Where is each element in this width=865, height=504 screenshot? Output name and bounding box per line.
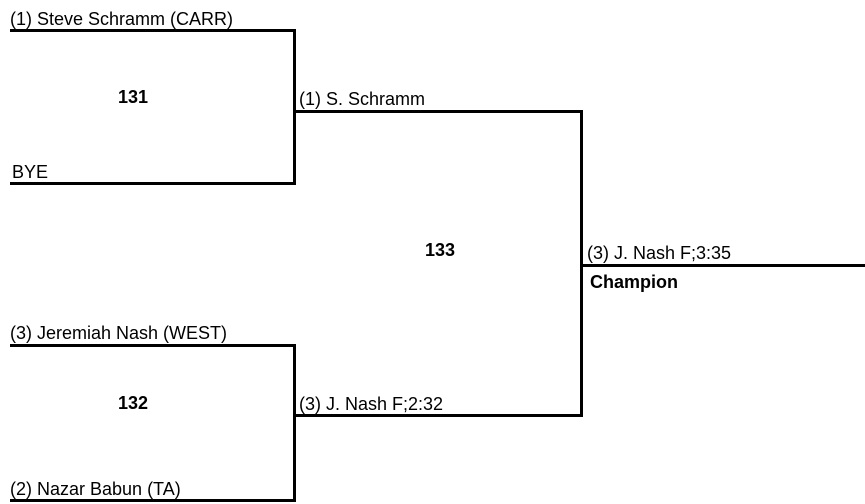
bracket-line — [10, 344, 296, 347]
bracket-connector — [293, 29, 296, 185]
bout-number-132: 132 — [118, 393, 149, 413]
champion-title: Champion — [590, 272, 678, 292]
competitor-steve-schramm: (1) Steve Schramm (CARR) — [10, 9, 234, 29]
bracket-line — [10, 182, 296, 185]
bracket-line — [293, 414, 583, 417]
bout-number-131: 131 — [118, 87, 149, 107]
champion-name: (3) J. Nash F;3:35 — [587, 243, 732, 263]
bracket-line — [10, 29, 296, 32]
competitor-bye: BYE — [12, 162, 49, 182]
semifinal-winner-top: (1) S. Schramm — [299, 89, 426, 109]
bracket-connector — [293, 344, 296, 502]
bout-number-133: 133 — [425, 240, 456, 260]
bracket-line — [10, 499, 296, 502]
semifinal-winner-bottom: (3) J. Nash F;2:32 — [299, 394, 444, 414]
competitor-jeremiah-nash: (3) Jeremiah Nash (WEST) — [10, 323, 228, 343]
bracket-line — [293, 110, 583, 113]
bracket-line — [580, 264, 865, 267]
competitor-nazar-babun: (2) Nazar Babun (TA) — [10, 479, 181, 499]
